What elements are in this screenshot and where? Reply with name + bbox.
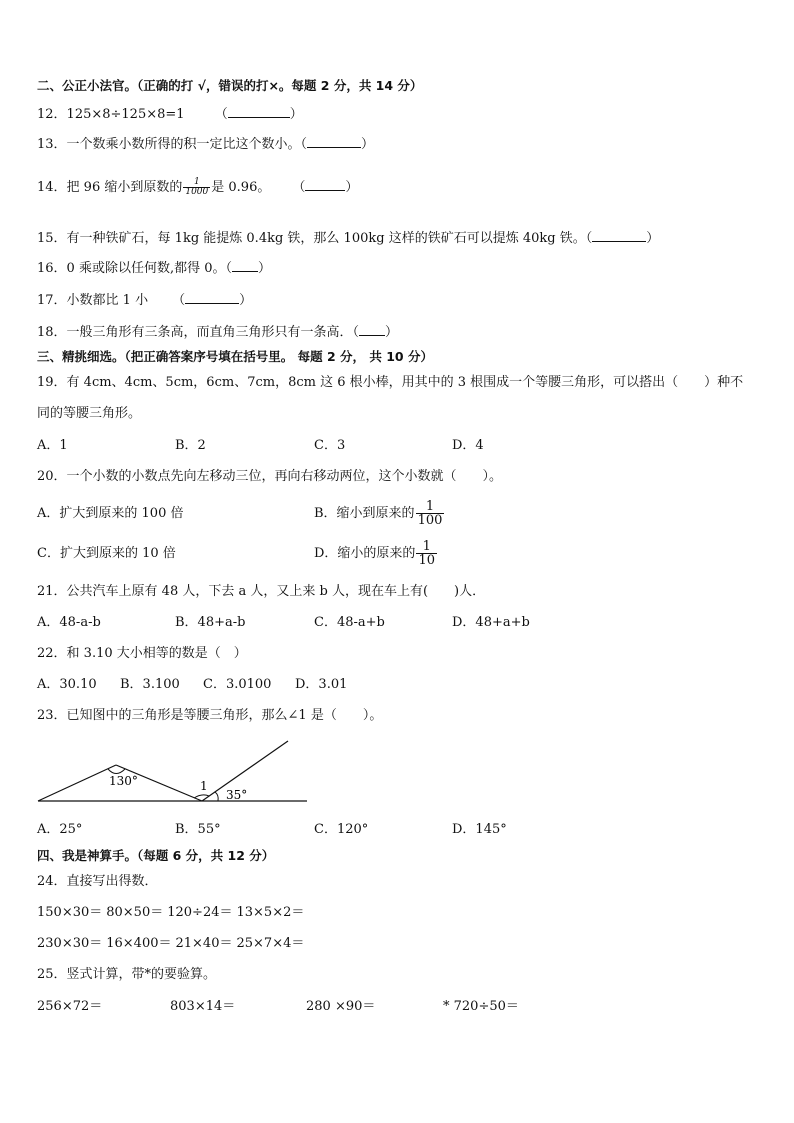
calc-item: 80×50＝ — [106, 905, 164, 920]
paren-close: ） — [385, 325, 399, 340]
answer-blank-14[interactable] — [305, 177, 345, 191]
isosceles-triangle-figure — [30, 735, 320, 810]
question-14-text-before: 14．把 96 缩小到原数的 — [37, 180, 183, 195]
question-18-text: 18．一般三角形有三条高，而直角三角形只有一条高．（ — [37, 325, 360, 340]
question-18 — [37, 322, 398, 342]
option-23-a[interactable]: A．25° — [37, 822, 83, 837]
question-16-text: 16．0 乘或除以任何数,都得 0。（ — [37, 261, 232, 276]
fraction-1-1000: $\frac{1}{1000}$ — [185, 177, 209, 197]
option-21-d[interactable]: D．48+a+b — [452, 615, 530, 630]
question-12 — [37, 104, 303, 124]
option-20-b[interactable] — [314, 495, 445, 533]
option-22-d[interactable]: D．3.01 — [295, 677, 348, 692]
question-24: 24．直接写出得数． — [37, 874, 158, 889]
question-16 — [37, 258, 271, 278]
question-14 — [37, 174, 358, 202]
question-25: 25．竖式计算，带*的要验算。 — [37, 967, 217, 982]
question-17 — [37, 290, 252, 310]
angle-35-arc — [215, 792, 218, 801]
fraction-1-100: $\frac{1}{100}$ — [417, 499, 443, 528]
option-23-c[interactable]: C．120° — [314, 822, 369, 837]
option-23-d[interactable]: D．145° — [452, 822, 507, 837]
option-21-b[interactable]: B．48+a-b — [175, 615, 246, 630]
paren-open: （ — [292, 180, 306, 195]
question-23: 23．已知图中的三角形是等腰三角形，那么∠1 是（ ）。 — [37, 708, 383, 723]
question-13 — [37, 134, 374, 154]
calc-item: 16×400＝ — [106, 936, 172, 951]
calc-row-2 — [37, 935, 304, 953]
angle-1-label: 1 — [200, 779, 208, 793]
vertical-calc-2: 803×14＝ — [170, 999, 236, 1014]
triangle-left-side — [38, 765, 116, 801]
calc-item: 21×40＝ — [175, 936, 233, 951]
answer-blank-12[interactable] — [228, 104, 290, 118]
vertical-calc-4: * 720÷50＝ — [443, 999, 519, 1014]
paren-close: ） — [646, 231, 660, 246]
vertical-calc-3: 280 ×90＝ — [306, 999, 376, 1014]
angle-130-label: 130° — [109, 774, 138, 788]
paren-open: （ — [214, 107, 228, 122]
paren-close: ） — [361, 137, 375, 152]
paren-close: ） — [345, 180, 359, 195]
option-19-a[interactable]: A．1 — [37, 438, 68, 453]
option-20-d[interactable] — [314, 535, 438, 573]
paren-open: （ — [172, 293, 186, 308]
question-19-line-2: 同的等腰三角形。 — [37, 406, 142, 421]
calc-item: 13×5×2＝ — [236, 905, 305, 920]
answer-blank-15[interactable] — [592, 228, 646, 242]
option-19-c[interactable]: C．3 — [314, 438, 346, 453]
section-4-heading: 四、我是神算手。（每题 6 分，共 12 分） — [37, 848, 275, 863]
question-20: 20．一个小数的小数点先向左移动三位，再向右移动两位，这个小数就（ ）。 — [37, 469, 503, 484]
section-2-heading: 二、公正小法官。（正确的打 √，错误的打×。每题 2 分，共 14 分） — [37, 78, 423, 93]
option-21-c[interactable]: C．48-a+b — [314, 615, 385, 630]
option-22-c[interactable]: C．3.0100 — [203, 677, 272, 692]
question-19-line-1: 19．有 4cm、4cm、5cm，6cm、7cm，8cm 这 6 根小棒，用其中的 3 根围成一个等腰三角形，可以搭出（ ）种不 — [37, 375, 744, 390]
paren-close: ） — [239, 293, 253, 308]
calc-item: 150×30＝ — [37, 905, 103, 920]
option-19-d[interactable]: D．4 — [452, 438, 484, 453]
calc-row-1 — [37, 904, 304, 922]
option-22-b[interactable]: B．3.100 — [120, 677, 180, 692]
question-22: 22．和 3.10 大小相等的数是（ ） — [37, 646, 247, 661]
option-20-a[interactable]: A．扩大到原来的 100 倍 — [37, 506, 184, 521]
option-21-a[interactable]: A．48-a-b — [37, 615, 101, 630]
option-19-b[interactable]: B．2 — [175, 438, 206, 453]
answer-blank-17[interactable] — [185, 290, 239, 304]
question-14-text-after: 是 0.96。 — [211, 180, 271, 195]
paren-close: ） — [257, 261, 271, 276]
option-20-c[interactable]: C．扩大到原来的 10 倍 — [37, 546, 176, 561]
vertical-calc-1: 256×72＝ — [37, 999, 103, 1014]
question-12-text: 12．125×8÷125×8=1 — [37, 107, 185, 122]
question-15-text: 15．有一种铁矿石，每 1kg 能提炼 0.4kg 铁，那么 100kg 这样的铁矿石可以提炼 40kg 铁。（ — [37, 231, 593, 246]
calc-item: 120÷24＝ — [167, 905, 233, 920]
question-15 — [37, 228, 659, 248]
option-22-a[interactable]: A．30.10 — [37, 677, 97, 692]
option-20-b-text: B．缩小到原来的 — [314, 506, 415, 521]
angle-130-arc — [108, 769, 125, 774]
question-21: 21．公共汽车上原有 48 人，下去 a 人，又上来 b 人，现在车上有( )人． — [37, 584, 486, 599]
section-3-heading: 三、精挑细选。（把正确答案序号填在括号里。 每题 2 分， 共 10 分） — [37, 349, 433, 364]
answer-blank-16[interactable] — [232, 258, 258, 272]
fraction-1-10: $\frac{1}{10}$ — [418, 539, 435, 568]
calc-item: 25×7×4＝ — [236, 936, 305, 951]
question-13-text: 13．一个数乘小数所得的积一定比这个数小。（ — [37, 137, 308, 152]
paren-close: ） — [289, 107, 303, 122]
calc-item: 230×30＝ — [37, 936, 103, 951]
option-23-b[interactable]: B．55° — [175, 822, 221, 837]
angle-35-label: 35° — [226, 788, 248, 802]
answer-blank-18[interactable] — [359, 322, 385, 336]
option-20-d-text: D．缩小的原来的 — [314, 546, 416, 561]
answer-blank-13[interactable] — [307, 134, 361, 148]
question-17-text: 17．小数都比 1 小 — [37, 293, 149, 308]
